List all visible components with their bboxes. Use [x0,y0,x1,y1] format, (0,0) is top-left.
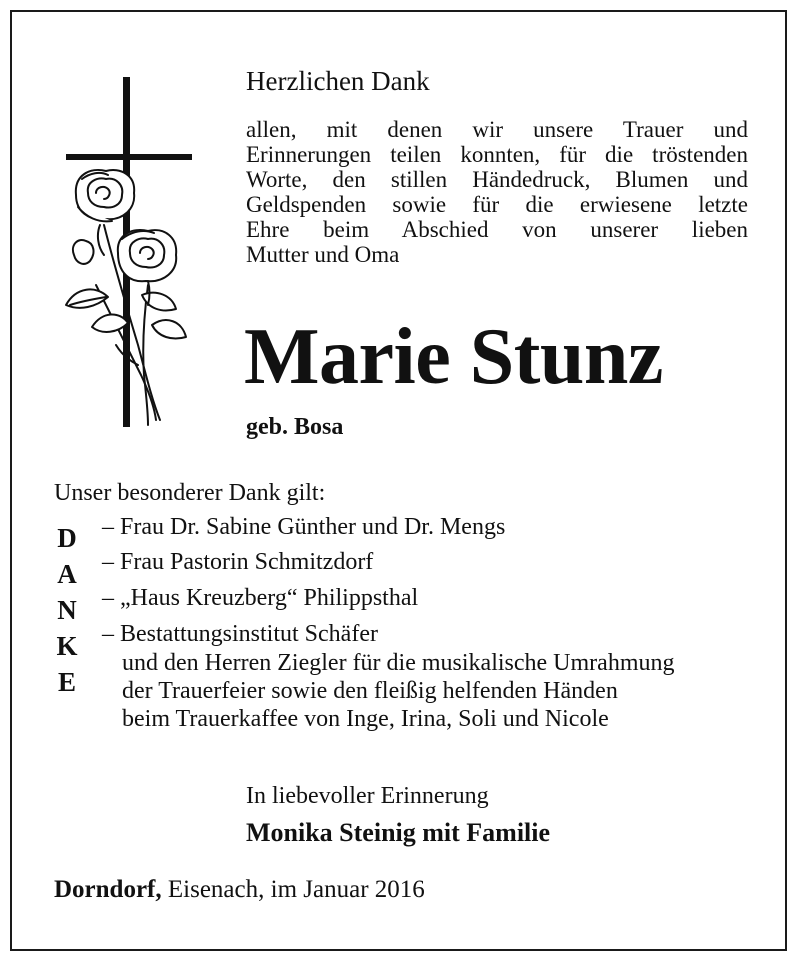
danke-vertical [54,520,80,700]
birth-name: geb. Bosa [246,414,344,440]
danke-letter: K [56,631,78,661]
paragraph-line: allen, mit denen wir unsere Trauer und [246,117,748,142]
danke-letter: D [57,523,77,553]
paragraph-line: Geldspenden sowie für die erwiesene letzte [246,192,748,217]
cross-with-roses-icon [56,75,196,435]
place-date: Eisenach, im Januar 2016 [161,876,425,903]
thanks-item-continuation: und den Herren Ziegler für die musikalische Umrahmung [122,650,675,676]
thanks-item: – Frau Pastorin Schmitzdorf [102,549,374,575]
deceased-name: Marie Stunz [244,313,663,401]
family-signature: Monika Steinig mit Familie [246,818,551,847]
danke-letter: N [57,595,77,625]
paragraph-line: Mutter und Oma [246,242,400,267]
thanks-item: – Frau Dr. Sabine Günther und Dr. Mengs [102,514,506,540]
thanks-item: – „Haus Kreuzberg“ Philippsthal [102,585,419,611]
danke-letter: A [57,559,77,589]
paragraph-line: Worte, den stillen Händedruck, Blumen und [246,167,748,192]
thanks-item-continuation: der Trauerfeier sowie den fleißig helfenden Händen [122,678,618,704]
heading: Herzlichen Dank [246,66,430,96]
danke-letter: E [57,667,76,697]
thanks-item: – Bestattungsinstitut Schäfer [102,621,378,647]
paragraph-line: Ehre beim Abschied von unserer lieben [246,217,748,242]
thanks-intro: Unser besonderer Dank gilt: [54,480,326,506]
paragraph-line: Erinnerungen teilen konnten, für die tröstenden [246,142,748,167]
memory-line: In liebevoller Erinnerung [246,783,489,809]
thanks-paragraph [246,117,748,267]
place-date-line [54,876,425,904]
place-name: Dorndorf, [54,876,162,903]
thanks-item-continuation: beim Trauerkaffee von Inge, Irina, Soli und Nicole [122,706,609,732]
